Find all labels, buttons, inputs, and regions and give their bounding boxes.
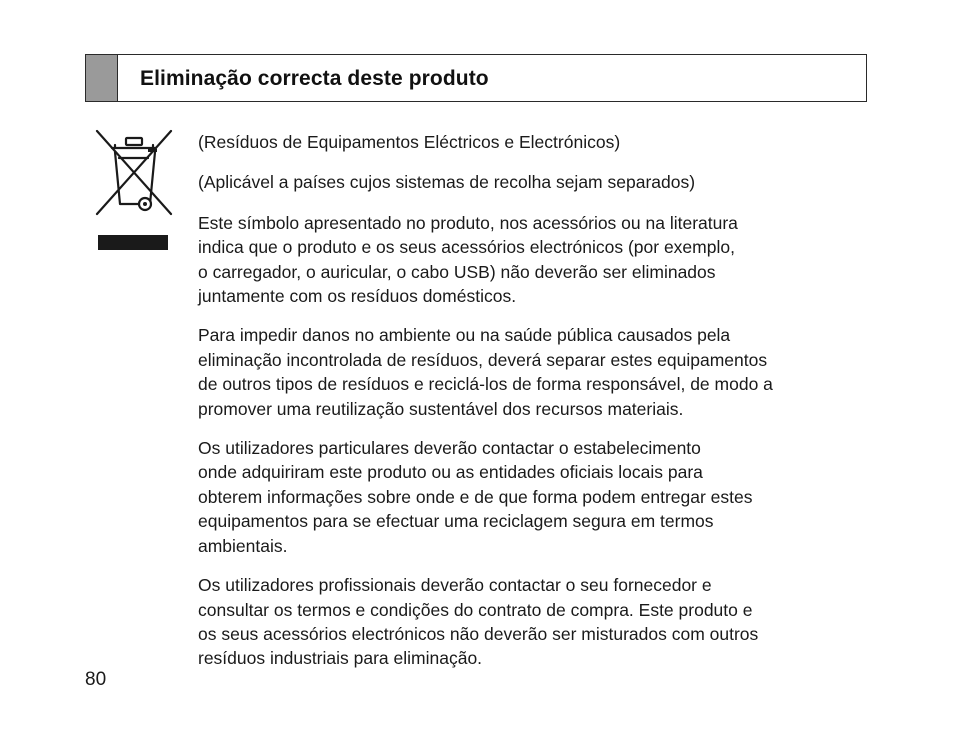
text-line: (Resíduos de Equipamentos Eléctricos e Electrónicos) <box>198 132 621 152</box>
text-line: juntamente com os resíduos domésticos. <box>198 286 517 307</box>
text-line: Os utilizadores particulares deverão contactar o estabelecimento <box>198 438 701 459</box>
text-line: de outros tipos de resíduos e reciclá-los de forma responsável, de modo a <box>198 374 773 395</box>
text-line: os seus acessórios electrónicos não deverão ser misturados com outros <box>198 623 759 644</box>
paragraph <box>198 211 866 309</box>
text-line: o carregador, o auricular, o cabo USB) não deverão ser eliminados <box>198 261 716 282</box>
paragraph <box>198 130 866 154</box>
text-line: eliminação incontrolada de resíduos, deverá separar estes equipamentos <box>198 349 768 370</box>
text-line: obterem informações sobre onde e de que forma podem entregar estes <box>198 486 753 507</box>
text-line: (Aplicável a países cujos sistemas de recolha sejam separados) <box>198 172 696 193</box>
paragraph <box>198 573 866 671</box>
title-accent-block <box>86 55 118 101</box>
text-line: promover uma reutilização sustentável dos recursos materiais. <box>198 398 684 419</box>
text-line: consultar os termos e condições do contrato de compra. Este produto e <box>198 599 753 620</box>
section-title-bar <box>85 54 867 102</box>
text-line: ambientais. <box>198 535 288 556</box>
text-line: indica que o produto e os seus acessórios electrónicos (por exemplo, <box>198 237 735 258</box>
body-text <box>198 130 866 686</box>
page-number: 80 <box>85 669 107 690</box>
text-line: equipamentos para se efectuar uma reciclagem segura em termos <box>198 511 714 532</box>
text-line: onde adquiriram este produto ou as entidades oficiais locais para <box>198 462 703 483</box>
text-line: resíduos industriais para eliminação. <box>198 648 483 669</box>
crossed-out-wheelie-bin-icon <box>94 128 174 254</box>
text-line: Para impedir danos no ambiente ou na saúde pública causados pela <box>198 325 731 346</box>
paragraph <box>198 436 866 558</box>
text-line: Os utilizadores profissionais deverão contactar o seu fornecedor e <box>198 575 712 596</box>
paragraph <box>198 323 866 421</box>
section-title: Eliminação correcta deste produto <box>140 67 489 90</box>
paragraph <box>198 170 866 194</box>
text-line: Este símbolo apresentado no produto, nos acessórios ou na literatura <box>198 212 738 233</box>
